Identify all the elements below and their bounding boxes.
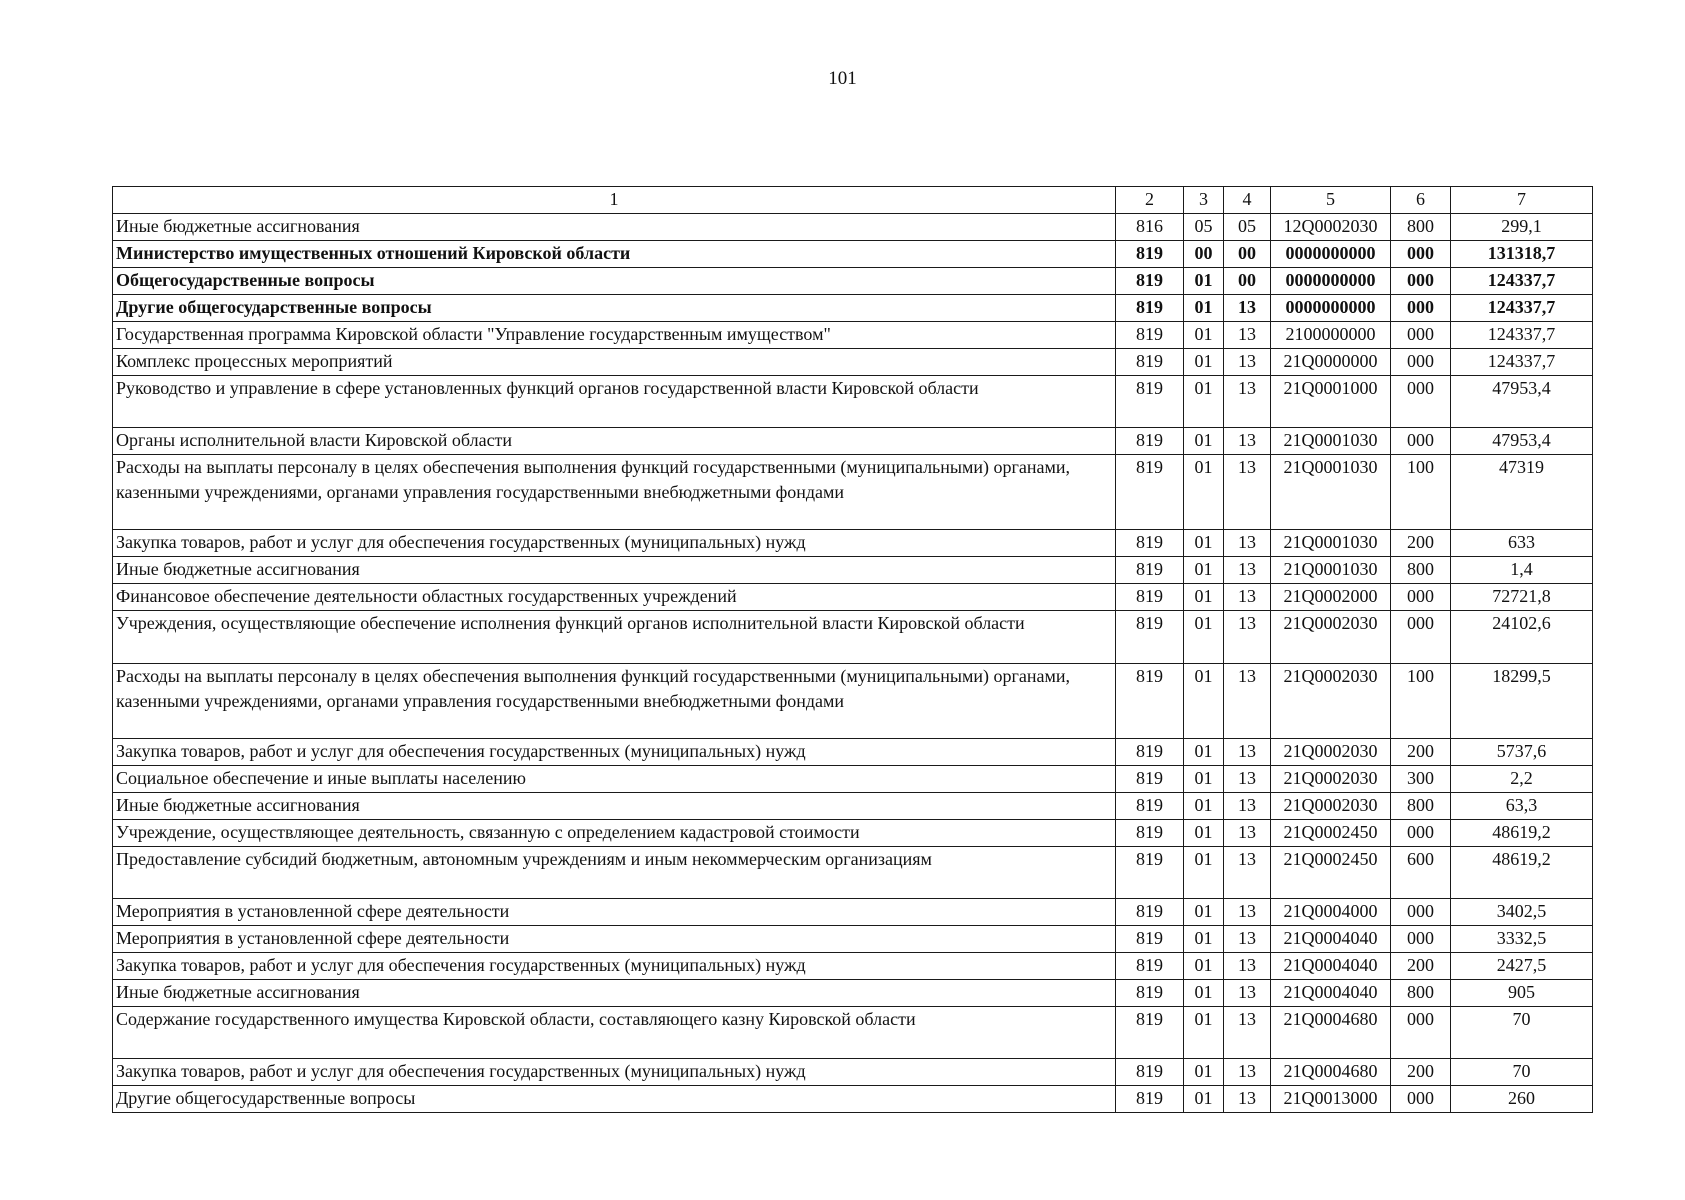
row-name-cell: Иные бюджетные ассигнования xyxy=(113,980,1116,1007)
row-name-cell: Общегосударственные вопросы xyxy=(113,268,1116,295)
row-code-cell: 819 xyxy=(1116,793,1184,820)
row-expense-type-cell: 000 xyxy=(1391,322,1451,349)
row-expense-type-cell: 000 xyxy=(1391,926,1451,953)
row-section-cell: 01 xyxy=(1184,899,1224,926)
row-target-item-cell: 21Q0013000 xyxy=(1271,1086,1391,1113)
row-amount-cell: 63,3 xyxy=(1451,793,1593,820)
row-subsection-cell: 00 xyxy=(1224,241,1271,268)
row-section-cell: 01 xyxy=(1184,953,1224,980)
row-code-cell: 819 xyxy=(1116,980,1184,1007)
row-subsection-cell: 13 xyxy=(1224,584,1271,611)
row-amount-cell: 48619,2 xyxy=(1451,820,1593,847)
row-amount-cell: 124337,7 xyxy=(1451,349,1593,376)
row-target-item-cell: 21Q0004040 xyxy=(1271,980,1391,1007)
row-amount-cell: 260 xyxy=(1451,1086,1593,1113)
row-name-cell: Иные бюджетные ассигнования xyxy=(113,793,1116,820)
header-cell-3: 3 xyxy=(1184,187,1224,214)
row-expense-type-cell: 200 xyxy=(1391,739,1451,766)
row-code-cell: 819 xyxy=(1116,766,1184,793)
row-expense-type-cell: 300 xyxy=(1391,766,1451,793)
row-name-cell: Расходы на выплаты персоналу в целях обеспечения выполнения функций государственными (муниципальными) органами, казенными учреждениями, органами управления государственными внебюджетными фондами xyxy=(113,455,1116,530)
row-expense-type-cell: 600 xyxy=(1391,847,1451,899)
row-amount-cell: 24102,6 xyxy=(1451,611,1593,664)
row-name-cell: Учреждения, осуществляющие обеспечение исполнения функций органов исполнительной власти Кировской области xyxy=(113,611,1116,664)
row-subsection-cell: 13 xyxy=(1224,766,1271,793)
row-expense-type-cell: 000 xyxy=(1391,428,1451,455)
row-code-cell: 819 xyxy=(1116,739,1184,766)
row-name-cell: Органы исполнительной власти Кировской области xyxy=(113,428,1116,455)
row-code-cell: 819 xyxy=(1116,376,1184,428)
row-section-cell: 01 xyxy=(1184,820,1224,847)
row-target-item-cell: 21Q0002030 xyxy=(1271,611,1391,664)
row-amount-cell: 299,1 xyxy=(1451,214,1593,241)
header-cell-2: 2 xyxy=(1116,187,1184,214)
table-row xyxy=(113,322,1593,349)
row-name-cell: Финансовое обеспечение деятельности областных государственных учреждений xyxy=(113,584,1116,611)
row-section-cell: 01 xyxy=(1184,557,1224,584)
row-subsection-cell: 13 xyxy=(1224,295,1271,322)
table-row xyxy=(113,611,1593,664)
row-code-cell: 819 xyxy=(1116,557,1184,584)
row-amount-cell: 70 xyxy=(1451,1059,1593,1086)
row-code-cell: 819 xyxy=(1116,241,1184,268)
row-name-cell: Иные бюджетные ассигнования xyxy=(113,557,1116,584)
row-section-cell: 01 xyxy=(1184,980,1224,1007)
table-row xyxy=(113,847,1593,899)
row-section-cell: 01 xyxy=(1184,1007,1224,1059)
row-subsection-cell: 13 xyxy=(1224,953,1271,980)
row-subsection-cell: 13 xyxy=(1224,428,1271,455)
row-amount-cell: 18299,5 xyxy=(1451,664,1593,739)
row-amount-cell: 48619,2 xyxy=(1451,847,1593,899)
row-code-cell: 819 xyxy=(1116,455,1184,530)
row-target-item-cell: 21Q0001030 xyxy=(1271,530,1391,557)
table-row xyxy=(113,349,1593,376)
row-expense-type-cell: 000 xyxy=(1391,611,1451,664)
row-subsection-cell: 13 xyxy=(1224,530,1271,557)
row-code-cell: 819 xyxy=(1116,953,1184,980)
row-target-item-cell: 21Q0002450 xyxy=(1271,820,1391,847)
row-target-item-cell: 21Q0001000 xyxy=(1271,376,1391,428)
table-row xyxy=(113,455,1593,530)
row-expense-type-cell: 100 xyxy=(1391,664,1451,739)
row-name-cell: Расходы на выплаты персоналу в целях обеспечения выполнения функций государственными (муниципальными) органами, казенными учреждениями, органами управления государственными внебюджетными фондами xyxy=(113,664,1116,739)
row-amount-cell: 124337,7 xyxy=(1451,295,1593,322)
row-amount-cell: 2427,5 xyxy=(1451,953,1593,980)
row-expense-type-cell: 000 xyxy=(1391,1007,1451,1059)
row-section-cell: 01 xyxy=(1184,322,1224,349)
row-target-item-cell: 0000000000 xyxy=(1271,241,1391,268)
row-name-cell: Другие общегосударственные вопросы xyxy=(113,1086,1116,1113)
row-amount-cell: 2,2 xyxy=(1451,766,1593,793)
table-row xyxy=(113,953,1593,980)
row-code-cell: 819 xyxy=(1116,322,1184,349)
row-section-cell: 01 xyxy=(1184,1059,1224,1086)
row-amount-cell: 5737,6 xyxy=(1451,739,1593,766)
row-expense-type-cell: 100 xyxy=(1391,455,1451,530)
row-expense-type-cell: 000 xyxy=(1391,295,1451,322)
row-name-cell: Иные бюджетные ассигнования xyxy=(113,214,1116,241)
row-name-cell: Мероприятия в установленной сфере деятельности xyxy=(113,926,1116,953)
row-code-cell: 819 xyxy=(1116,899,1184,926)
row-expense-type-cell: 000 xyxy=(1391,349,1451,376)
row-amount-cell: 3402,5 xyxy=(1451,899,1593,926)
row-target-item-cell: 21Q0001030 xyxy=(1271,455,1391,530)
row-code-cell: 819 xyxy=(1116,664,1184,739)
table-row xyxy=(113,214,1593,241)
row-subsection-cell: 13 xyxy=(1224,611,1271,664)
row-expense-type-cell: 800 xyxy=(1391,214,1451,241)
row-amount-cell: 47953,4 xyxy=(1451,376,1593,428)
row-subsection-cell: 05 xyxy=(1224,214,1271,241)
row-section-cell: 01 xyxy=(1184,793,1224,820)
row-target-item-cell: 21Q0004680 xyxy=(1271,1007,1391,1059)
row-target-item-cell: 21Q0004000 xyxy=(1271,899,1391,926)
row-name-cell: Государственная программа Кировской области "Управление государственным имуществом" xyxy=(113,322,1116,349)
table-row xyxy=(113,820,1593,847)
header-cell-1: 1 xyxy=(113,187,1116,214)
row-expense-type-cell: 200 xyxy=(1391,1059,1451,1086)
row-amount-cell: 1,4 xyxy=(1451,557,1593,584)
row-subsection-cell: 13 xyxy=(1224,980,1271,1007)
row-name-cell: Руководство и управление в сфере установленных функций органов государственной власти Кировской области xyxy=(113,376,1116,428)
row-expense-type-cell: 000 xyxy=(1391,820,1451,847)
row-subsection-cell: 13 xyxy=(1224,899,1271,926)
row-name-cell: Комплекс процессных мероприятий xyxy=(113,349,1116,376)
row-target-item-cell: 21Q0004040 xyxy=(1271,926,1391,953)
row-section-cell: 01 xyxy=(1184,847,1224,899)
row-expense-type-cell: 000 xyxy=(1391,1086,1451,1113)
row-section-cell: 00 xyxy=(1184,241,1224,268)
row-target-item-cell: 21Q0004680 xyxy=(1271,1059,1391,1086)
row-code-cell: 819 xyxy=(1116,295,1184,322)
row-target-item-cell: 21Q0000000 xyxy=(1271,349,1391,376)
row-subsection-cell: 13 xyxy=(1224,557,1271,584)
row-amount-cell: 47953,4 xyxy=(1451,428,1593,455)
header-cell-5: 5 xyxy=(1271,187,1391,214)
row-code-cell: 819 xyxy=(1116,428,1184,455)
table-row xyxy=(113,241,1593,268)
row-expense-type-cell: 200 xyxy=(1391,530,1451,557)
row-subsection-cell: 13 xyxy=(1224,847,1271,899)
row-code-cell: 819 xyxy=(1116,1059,1184,1086)
row-target-item-cell: 0000000000 xyxy=(1271,295,1391,322)
table-row xyxy=(113,268,1593,295)
row-name-cell: Закупка товаров, работ и услуг для обеспечения государственных (муниципальных) нужд xyxy=(113,1059,1116,1086)
row-target-item-cell: 21Q0002030 xyxy=(1271,766,1391,793)
row-expense-type-cell: 200 xyxy=(1391,953,1451,980)
row-target-item-cell: 21Q0002030 xyxy=(1271,664,1391,739)
row-section-cell: 01 xyxy=(1184,376,1224,428)
header-cell-6: 6 xyxy=(1391,187,1451,214)
row-expense-type-cell: 000 xyxy=(1391,376,1451,428)
row-amount-cell: 47319 xyxy=(1451,455,1593,530)
row-target-item-cell: 21Q0002000 xyxy=(1271,584,1391,611)
row-subsection-cell: 13 xyxy=(1224,739,1271,766)
row-section-cell: 01 xyxy=(1184,1086,1224,1113)
row-target-item-cell: 21Q0002450 xyxy=(1271,847,1391,899)
table-row xyxy=(113,1059,1593,1086)
table-row xyxy=(113,557,1593,584)
row-subsection-cell: 13 xyxy=(1224,376,1271,428)
table-row xyxy=(113,428,1593,455)
row-target-item-cell: 0000000000 xyxy=(1271,268,1391,295)
row-subsection-cell: 13 xyxy=(1224,820,1271,847)
table-row xyxy=(113,376,1593,428)
table-row xyxy=(113,899,1593,926)
row-name-cell: Содержание государственного имущества Кировской области, составляющего казну Кировской области xyxy=(113,1007,1116,1059)
row-target-item-cell: 21Q0002030 xyxy=(1271,793,1391,820)
table-row xyxy=(113,1007,1593,1059)
table-row xyxy=(113,739,1593,766)
row-expense-type-cell: 000 xyxy=(1391,268,1451,295)
row-section-cell: 01 xyxy=(1184,428,1224,455)
row-amount-cell: 72721,8 xyxy=(1451,584,1593,611)
row-subsection-cell: 13 xyxy=(1224,1086,1271,1113)
row-code-cell: 819 xyxy=(1116,1007,1184,1059)
row-code-cell: 819 xyxy=(1116,1086,1184,1113)
row-section-cell: 01 xyxy=(1184,739,1224,766)
row-subsection-cell: 13 xyxy=(1224,322,1271,349)
row-section-cell: 05 xyxy=(1184,214,1224,241)
budget-table xyxy=(112,186,1593,1113)
table-row xyxy=(113,766,1593,793)
row-expense-type-cell: 000 xyxy=(1391,241,1451,268)
row-code-cell: 819 xyxy=(1116,820,1184,847)
row-name-cell: Учреждение, осуществляющее деятельность, связанную с определением кадастровой стоимости xyxy=(113,820,1116,847)
row-expense-type-cell: 000 xyxy=(1391,584,1451,611)
row-subsection-cell: 13 xyxy=(1224,349,1271,376)
row-target-item-cell: 21Q0004040 xyxy=(1271,953,1391,980)
row-section-cell: 01 xyxy=(1184,530,1224,557)
row-name-cell: Закупка товаров, работ и услуг для обеспечения государственных (муниципальных) нужд xyxy=(113,953,1116,980)
row-expense-type-cell: 000 xyxy=(1391,899,1451,926)
row-name-cell: Закупка товаров, работ и услуг для обеспечения государственных (муниципальных) нужд xyxy=(113,739,1116,766)
row-section-cell: 01 xyxy=(1184,584,1224,611)
row-name-cell: Другие общегосударственные вопросы xyxy=(113,295,1116,322)
row-section-cell: 01 xyxy=(1184,664,1224,739)
row-name-cell: Мероприятия в установленной сфере деятельности xyxy=(113,899,1116,926)
row-code-cell: 819 xyxy=(1116,847,1184,899)
row-amount-cell: 633 xyxy=(1451,530,1593,557)
row-target-item-cell: 12Q0002030 xyxy=(1271,214,1391,241)
row-subsection-cell: 13 xyxy=(1224,793,1271,820)
row-name-cell: Социальное обеспечение и иные выплаты населению xyxy=(113,766,1116,793)
row-section-cell: 01 xyxy=(1184,349,1224,376)
row-section-cell: 01 xyxy=(1184,926,1224,953)
table-row xyxy=(113,295,1593,322)
row-target-item-cell: 21Q0001030 xyxy=(1271,557,1391,584)
row-section-cell: 01 xyxy=(1184,611,1224,664)
row-amount-cell: 124337,7 xyxy=(1451,322,1593,349)
row-subsection-cell: 13 xyxy=(1224,455,1271,530)
row-name-cell: Закупка товаров, работ и услуг для обеспечения государственных (муниципальных) нужд xyxy=(113,530,1116,557)
page-number: 101 xyxy=(828,68,857,89)
row-expense-type-cell: 800 xyxy=(1391,557,1451,584)
row-section-cell: 01 xyxy=(1184,455,1224,530)
row-code-cell: 816 xyxy=(1116,214,1184,241)
table-row xyxy=(113,980,1593,1007)
header-cell-7: 7 xyxy=(1451,187,1593,214)
row-amount-cell: 124337,7 xyxy=(1451,268,1593,295)
row-subsection-cell: 13 xyxy=(1224,664,1271,739)
row-amount-cell: 3332,5 xyxy=(1451,926,1593,953)
row-name-cell: Министерство имущественных отношений Кировской области xyxy=(113,241,1116,268)
row-code-cell: 819 xyxy=(1116,611,1184,664)
table-row xyxy=(113,1086,1593,1113)
row-expense-type-cell: 800 xyxy=(1391,793,1451,820)
row-section-cell: 01 xyxy=(1184,268,1224,295)
header-row xyxy=(113,187,1593,214)
row-section-cell: 01 xyxy=(1184,766,1224,793)
row-target-item-cell: 21Q0002030 xyxy=(1271,739,1391,766)
row-subsection-cell: 00 xyxy=(1224,268,1271,295)
row-subsection-cell: 13 xyxy=(1224,1059,1271,1086)
row-subsection-cell: 13 xyxy=(1224,1007,1271,1059)
row-amount-cell: 70 xyxy=(1451,1007,1593,1059)
row-target-item-cell: 2100000000 xyxy=(1271,322,1391,349)
header-cell-4: 4 xyxy=(1224,187,1271,214)
row-code-cell: 819 xyxy=(1116,530,1184,557)
table-row xyxy=(113,584,1593,611)
row-subsection-cell: 13 xyxy=(1224,926,1271,953)
table-row xyxy=(113,664,1593,739)
row-amount-cell: 131318,7 xyxy=(1451,241,1593,268)
table-row xyxy=(113,530,1593,557)
row-code-cell: 819 xyxy=(1116,926,1184,953)
table-row xyxy=(113,926,1593,953)
row-section-cell: 01 xyxy=(1184,295,1224,322)
table-row xyxy=(113,793,1593,820)
table-body xyxy=(113,214,1593,1113)
row-code-cell: 819 xyxy=(1116,584,1184,611)
row-code-cell: 819 xyxy=(1116,268,1184,295)
row-name-cell: Предоставление субсидий бюджетным, автономным учреждениям и иным некоммерческим организациям xyxy=(113,847,1116,899)
row-amount-cell: 905 xyxy=(1451,980,1593,1007)
row-target-item-cell: 21Q0001030 xyxy=(1271,428,1391,455)
row-code-cell: 819 xyxy=(1116,349,1184,376)
row-expense-type-cell: 800 xyxy=(1391,980,1451,1007)
